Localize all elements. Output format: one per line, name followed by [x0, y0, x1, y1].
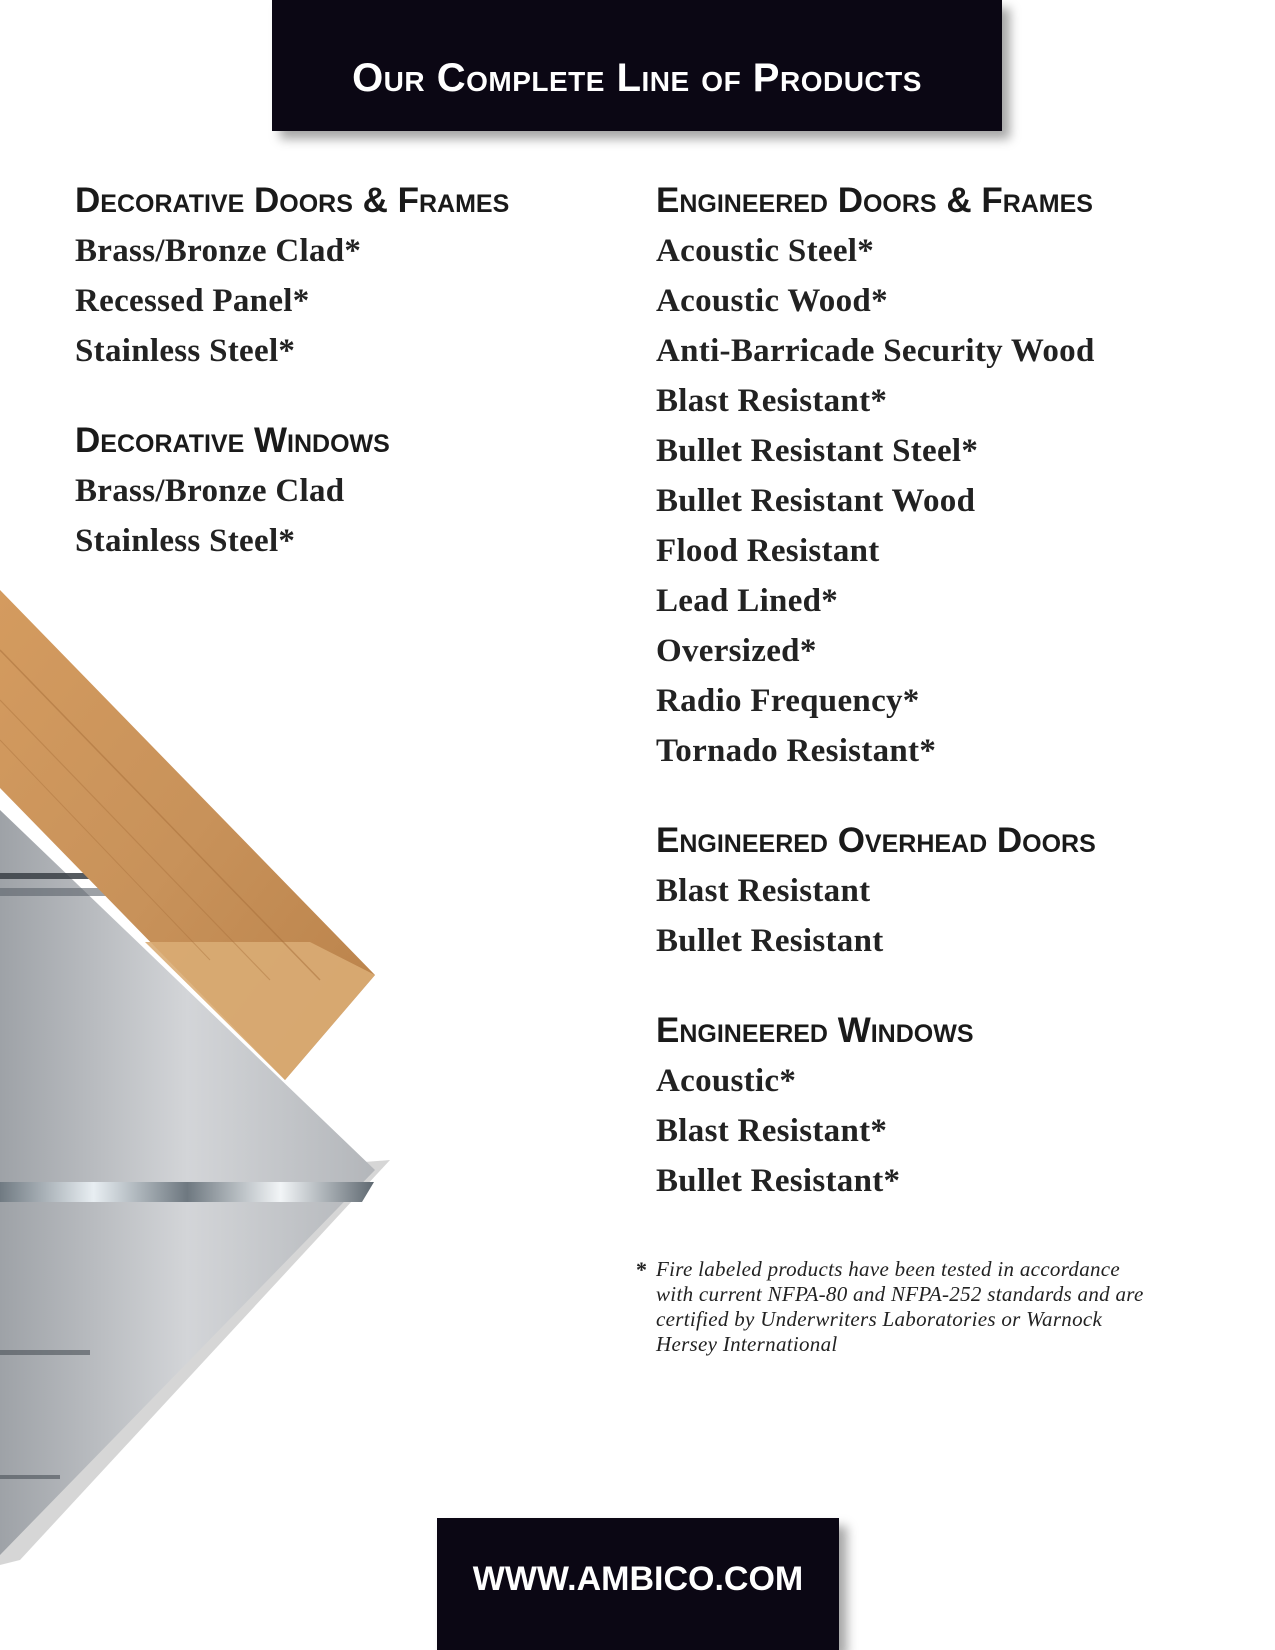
section-heading: Decorative Doors & Frames: [75, 181, 510, 220]
product-item: Blast Resistant: [656, 873, 871, 909]
product-item: Bullet Resistant: [656, 923, 884, 959]
product-item: Stainless Steel*: [75, 523, 296, 559]
footnote: [636, 1257, 1156, 1357]
section-heading: Engineered Windows: [656, 1011, 974, 1050]
section-heading: Engineered Overhead Doors: [656, 821, 1096, 860]
product-item: Flood Resistant: [656, 533, 880, 569]
left-column: [75, 176, 615, 566]
footer-banner: [437, 1518, 839, 1650]
section-heading: Decorative Windows: [75, 421, 390, 460]
product-item: Radio Frequency*: [656, 683, 920, 719]
product-item: Stainless Steel*: [75, 333, 296, 369]
product-item: Oversized*: [656, 633, 817, 669]
product-item: Acoustic Wood*: [656, 283, 888, 319]
product-item: Anti-Barricade Security Wood: [656, 333, 1095, 369]
website-link[interactable]: WWW.AMBICO.COM: [472, 1559, 804, 1598]
product-item: Bullet Resistant*: [656, 1163, 901, 1199]
right-column: [656, 176, 1246, 1206]
product-item: Acoustic Steel*: [656, 233, 875, 269]
footnote-marker: *: [636, 1257, 647, 1282]
section-heading: Engineered Doors & Frames: [656, 181, 1093, 220]
product-item: Brass/Bronze Clad: [75, 473, 345, 509]
footnote-text: Fire labeled products have been tested in accordance with current NFPA-80 and NFPA-252 standards and are certified by Underwriters Laboratories or Warnock Hersey International: [656, 1257, 1144, 1356]
section-engineered-windows: [656, 1006, 1246, 1206]
product-item: Bullet Resistant Wood: [656, 483, 976, 519]
section-decorative-doors: [75, 176, 615, 376]
section-engineered-doors: [656, 176, 1246, 776]
section-decorative-windows: [75, 416, 615, 566]
product-item: Bullet Resistant Steel*: [656, 433, 979, 469]
product-item: Lead Lined*: [656, 583, 839, 619]
product-item: Blast Resistant*: [656, 383, 888, 419]
door-frame-graphic: [0, 590, 400, 1570]
title-banner: [272, 0, 1002, 131]
product-item: Brass/Bronze Clad*: [75, 233, 362, 269]
section-engineered-overhead-doors: [656, 816, 1246, 966]
product-item: Acoustic*: [656, 1063, 797, 1099]
product-item: Blast Resistant*: [656, 1113, 888, 1149]
page-title: Our Complete Line of Products: [352, 56, 922, 100]
product-item: Recessed Panel*: [75, 283, 310, 319]
product-item: Tornado Resistant*: [656, 733, 937, 769]
